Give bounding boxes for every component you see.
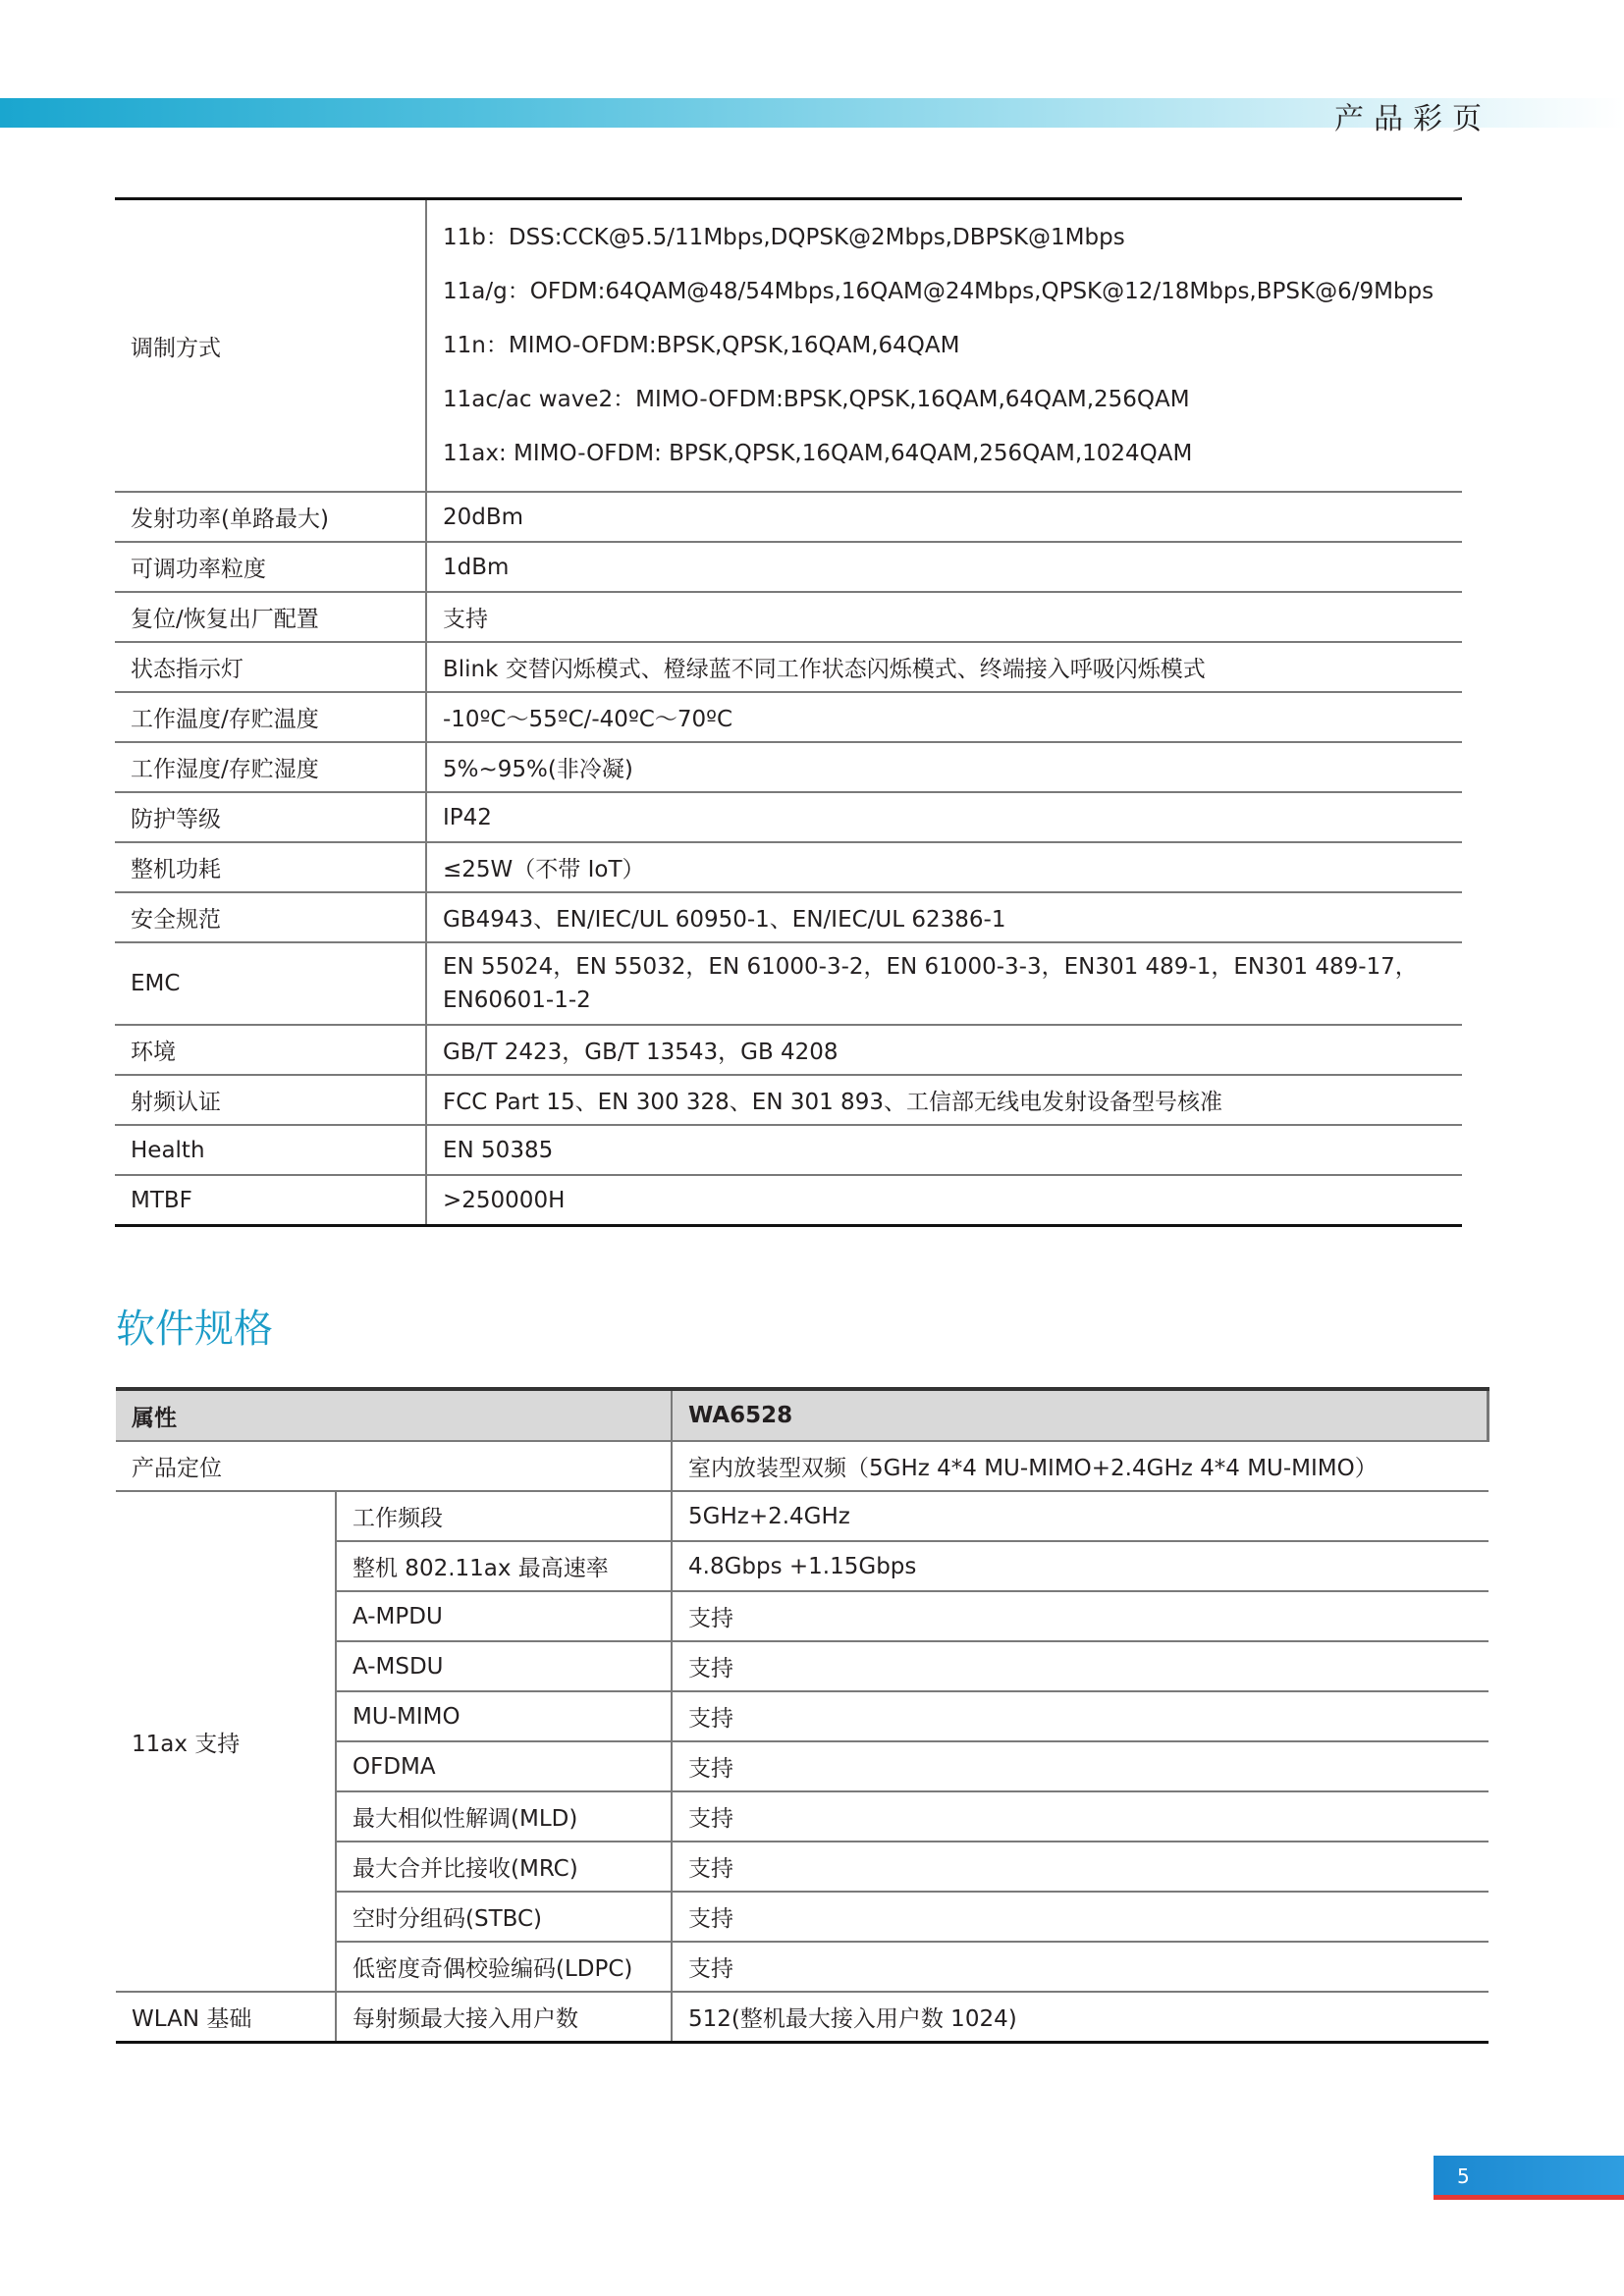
spec-label: 可调功率粒度 (115, 542, 426, 592)
spec-label: 调制方式 (115, 199, 426, 493)
modulation-line: 11ac/ac wave2：MIMO-OFDM:BPSK,QPSK,16QAM,64QAM,256QAM (443, 386, 1190, 412)
table-row (115, 692, 1462, 742)
table-row (115, 1025, 1462, 1075)
table-row (115, 892, 1462, 942)
spec-label: A-MPDU (336, 1591, 672, 1641)
spec-value: 5GHz+2.4GHz (672, 1491, 1489, 1541)
spec-value (426, 199, 1462, 493)
section-title: 软件规格 (116, 1307, 273, 1352)
table-row (115, 942, 1462, 1025)
group-label: WLAN 基础 (116, 1992, 336, 2043)
emc-line: EN 55024，EN 55032，EN 61000-3-2，EN 61000-3-3，EN301 489-1，EN301 489-17， (443, 954, 1418, 980)
spec-label: 低密度奇偶校验编码(LDPC) (336, 1942, 672, 1992)
spec-value: 支持 (672, 1791, 1489, 1842)
table-row (115, 792, 1462, 842)
page-number: 5 (1457, 2164, 1470, 2188)
spec-label: Health (115, 1125, 426, 1175)
table-row (115, 1075, 1462, 1125)
page-header-title: 产品彩页 (1334, 102, 1491, 136)
spec-value: 512(整机最大接入用户数 1024) (688, 2006, 1017, 2032)
spec-value: IP42 (426, 792, 1462, 842)
spec-label: 安全规范 (115, 892, 426, 942)
table-header-row (116, 1389, 1489, 1441)
modulation-line: 11b：DSS:CCK@5.5/11Mbps,DQPSK@2Mbps,DBPSK@1Mbps (443, 224, 1125, 250)
table-row (115, 542, 1462, 592)
spec-label: EMC (115, 942, 426, 1025)
table-row (115, 1125, 1462, 1175)
spec-value: GB4943、EN/IEC/UL 60950-1、EN/IEC/UL 62386-1 (426, 892, 1462, 942)
spec-value: 5%~95%(非冷凝) (426, 742, 1462, 792)
spec-label: 空时分组码(STBC) (336, 1892, 672, 1942)
modulation-line: 11a/g：OFDM:64QAM@48/54Mbps,16QAM@24Mbps,QPSK@12/18Mbps,BPSK@6/9Mbps (443, 278, 1435, 304)
spec-value: 室内放装型双频（5GHz 4*4 MU-MIMO+2.4GHz 4*4 MU-MIMO） (672, 1441, 1489, 1491)
table-row (115, 842, 1462, 892)
spec-value: >250000H (443, 1187, 566, 1213)
table-row (115, 742, 1462, 792)
software-spec-table (116, 1387, 1489, 2044)
spec-label: 射频认证 (115, 1075, 426, 1125)
table-row (116, 1992, 1489, 2043)
spec-value (426, 942, 1462, 1025)
spec-label: 工作温度/存贮温度 (115, 692, 426, 742)
spec-label: 最大合并比接收(MRC) (336, 1842, 672, 1892)
spec-label: 最大相似性解调(MLD) (336, 1791, 672, 1842)
spec-label: A-MSDU (336, 1641, 672, 1691)
spec-label: 发射功率(单路最大) (115, 492, 426, 542)
table-row (115, 592, 1462, 642)
spec-label: MU-MIMO (336, 1691, 672, 1741)
spec-value: 支持 (672, 1591, 1489, 1641)
spec-value: 支持 (672, 1842, 1489, 1892)
spec-value: Blink 交替闪烁模式、橙绿蓝不同工作状态闪烁模式、终端接入呼吸闪烁模式 (426, 642, 1462, 692)
spec-label: 工作频段 (336, 1491, 672, 1541)
spec-value: FCC Part 15、EN 300 328、EN 301 893、工信部无线电发射设备型号核准 (426, 1075, 1462, 1125)
spec-value: 4.8Gbps +1.15Gbps (672, 1541, 1489, 1591)
column-header: 属性 (116, 1389, 672, 1441)
spec-label: 防护等级 (115, 792, 426, 842)
column-header: WA6528 (672, 1389, 1489, 1441)
table-row (116, 1491, 1489, 1541)
spec-label: 整机功耗 (115, 842, 426, 892)
group-label: 11ax 支持 (116, 1491, 336, 1992)
spec-label: 整机 802.11ax 最高速率 (336, 1541, 672, 1591)
spec-label: MTBF (115, 1175, 426, 1226)
spec-value: EN 50385 (426, 1125, 1462, 1175)
spec-value: 支持 (672, 1942, 1489, 1992)
spec-value: ≤25W（不带 IoT） (426, 842, 1462, 892)
spec-value: 支持 (672, 1741, 1489, 1791)
spec-label: 产品定位 (116, 1441, 672, 1491)
spec-label: OFDMA (336, 1741, 672, 1791)
emc-line: EN60601-1-2 (443, 988, 591, 1013)
table-row (116, 1441, 1489, 1491)
spec-value: 支持 (672, 1641, 1489, 1691)
spec-label: 每射频最大接入用户数 (336, 1992, 672, 2043)
spec-value: 支持 (426, 592, 1462, 642)
spec-value: 1dBm (426, 542, 1462, 592)
spec-label: 状态指示灯 (115, 642, 426, 692)
spec-label: 工作湿度/存贮湿度 (115, 742, 426, 792)
table-row (115, 642, 1462, 692)
hardware-spec-table (115, 197, 1462, 1227)
table-row (115, 1175, 1462, 1226)
spec-value: GB/T 2423，GB/T 13543，GB 4208 (426, 1025, 1462, 1075)
spec-value: 20dBm (426, 492, 1462, 542)
spec-value: 支持 (672, 1892, 1489, 1942)
spec-label: 复位/恢复出厂配置 (115, 592, 426, 642)
spec-label: 环境 (115, 1025, 426, 1075)
spec-value: -10ºC～55ºC/-40ºC～70ºC (426, 692, 1462, 742)
modulation-line: 11n：MIMO-OFDM:BPSK,QPSK,16QAM,64QAM (443, 332, 960, 358)
spec-value: 支持 (672, 1691, 1489, 1741)
table-row (115, 199, 1462, 493)
modulation-line: 11ax: MIMO-OFDM: BPSK,QPSK,16QAM,64QAM,256QAM,1024QAM (443, 440, 1193, 466)
table-row (115, 492, 1462, 542)
